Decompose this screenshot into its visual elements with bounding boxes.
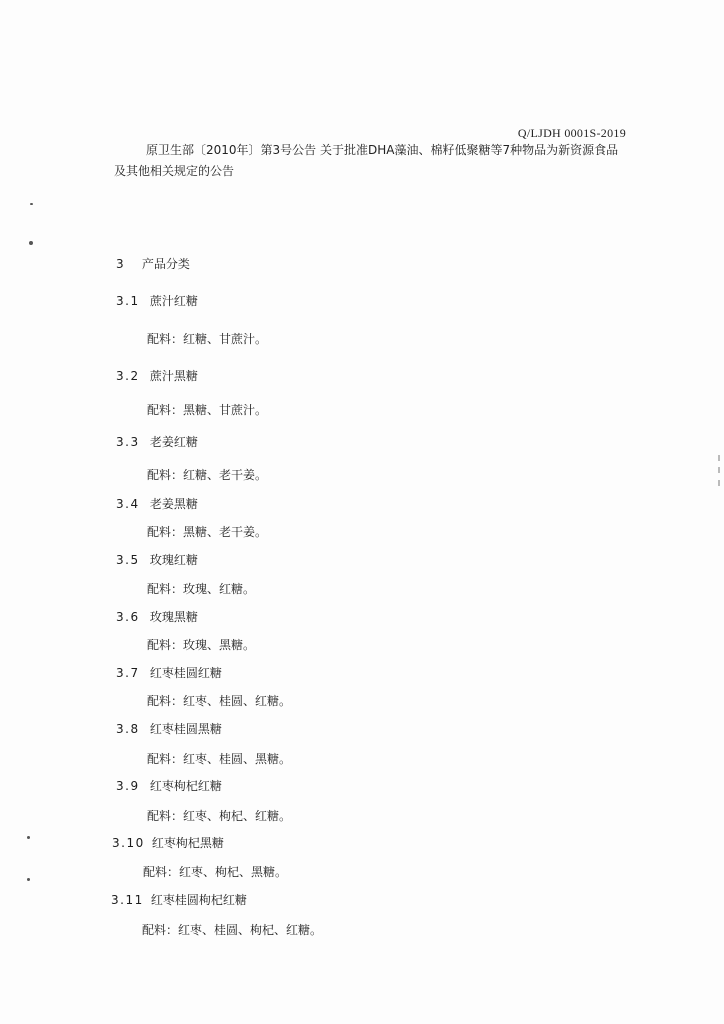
item-name: 玫瑰红糖 xyxy=(149,553,198,567)
item-name: 老姜红糖 xyxy=(149,435,198,449)
item-name: 红枣桂圆红糖 xyxy=(149,666,222,680)
item-number: 3.6 xyxy=(116,610,140,624)
scan-speck xyxy=(30,203,33,205)
section-title: 产品分类 xyxy=(141,257,190,271)
scan-edge-mark xyxy=(718,480,720,486)
item-number: 3.2 xyxy=(116,369,140,383)
item-ingredients: 配料：红枣、桂圆、枸杞、红糖。 xyxy=(142,923,323,937)
item-ingredients: 配料：红枣、桂圆、黑糖。 xyxy=(147,752,292,766)
item-ingredients: 配料：红枣、枸杞、黑糖。 xyxy=(143,865,288,879)
item-ingredients: 配料：红糖、老干姜。 xyxy=(147,468,268,482)
item-number: 3.7 xyxy=(116,666,140,680)
item-ingredients: 配料：玫瑰、红糖。 xyxy=(147,582,256,596)
reference-line-1: 原卫生部〔2010年〕第3号公告 关于批准DHA藻油、棉籽低聚糖等7种物品为新资源食品 xyxy=(146,143,619,157)
section-number: 3 xyxy=(116,257,126,271)
item-heading xyxy=(111,891,247,908)
item-number: 3.1 xyxy=(116,294,140,308)
item-ingredients: 配料：红枣、枸杞、红糖。 xyxy=(147,809,292,823)
item-name: 蔗汁红糖 xyxy=(149,294,198,308)
item-ingredients: 配料：红糖、甘蔗汁。 xyxy=(147,332,268,346)
section-heading xyxy=(116,255,190,272)
item-number: 3.3 xyxy=(116,435,140,449)
reference-line-2: 及其他相关规定的公告 xyxy=(114,164,235,178)
scan-speck xyxy=(27,836,30,839)
item-name: 红枣桂圆枸杞红糖 xyxy=(150,893,247,907)
item-number: 3.11 xyxy=(111,893,144,907)
item-number: 3.10 xyxy=(112,836,145,850)
item-heading xyxy=(116,608,198,625)
item-heading xyxy=(116,292,198,309)
item-heading xyxy=(116,367,198,384)
item-name: 老姜黑糖 xyxy=(149,497,198,511)
scan-speck xyxy=(27,878,30,881)
item-heading xyxy=(116,777,222,794)
item-heading xyxy=(116,551,198,568)
item-name: 红枣枸杞红糖 xyxy=(149,779,222,793)
scan-speck xyxy=(29,241,33,245)
item-name: 红枣桂圆黑糖 xyxy=(149,722,222,736)
item-ingredients: 配料：黑糖、甘蔗汁。 xyxy=(147,403,268,417)
scan-edge-mark xyxy=(718,467,720,473)
item-heading xyxy=(112,834,224,851)
item-heading xyxy=(116,495,198,512)
item-name: 蔗汁黑糖 xyxy=(149,369,198,383)
item-heading xyxy=(116,433,198,450)
item-heading xyxy=(116,664,222,681)
item-number: 3.4 xyxy=(116,497,140,511)
item-number: 3.5 xyxy=(116,553,140,567)
item-number: 3.9 xyxy=(116,779,140,793)
item-ingredients: 配料：红枣、桂圆、红糖。 xyxy=(147,694,292,708)
document-code: Q/LJDH 0001S-2019 xyxy=(517,126,626,140)
scan-edge-mark xyxy=(718,455,720,461)
item-name: 玫瑰黑糖 xyxy=(149,610,198,624)
item-ingredients: 配料：黑糖、老干姜。 xyxy=(147,525,268,539)
item-ingredients: 配料：玫瑰、黑糖。 xyxy=(147,638,256,652)
item-heading xyxy=(116,720,222,737)
item-number: 3.8 xyxy=(116,722,140,736)
item-name: 红枣枸杞黑糖 xyxy=(151,836,224,850)
